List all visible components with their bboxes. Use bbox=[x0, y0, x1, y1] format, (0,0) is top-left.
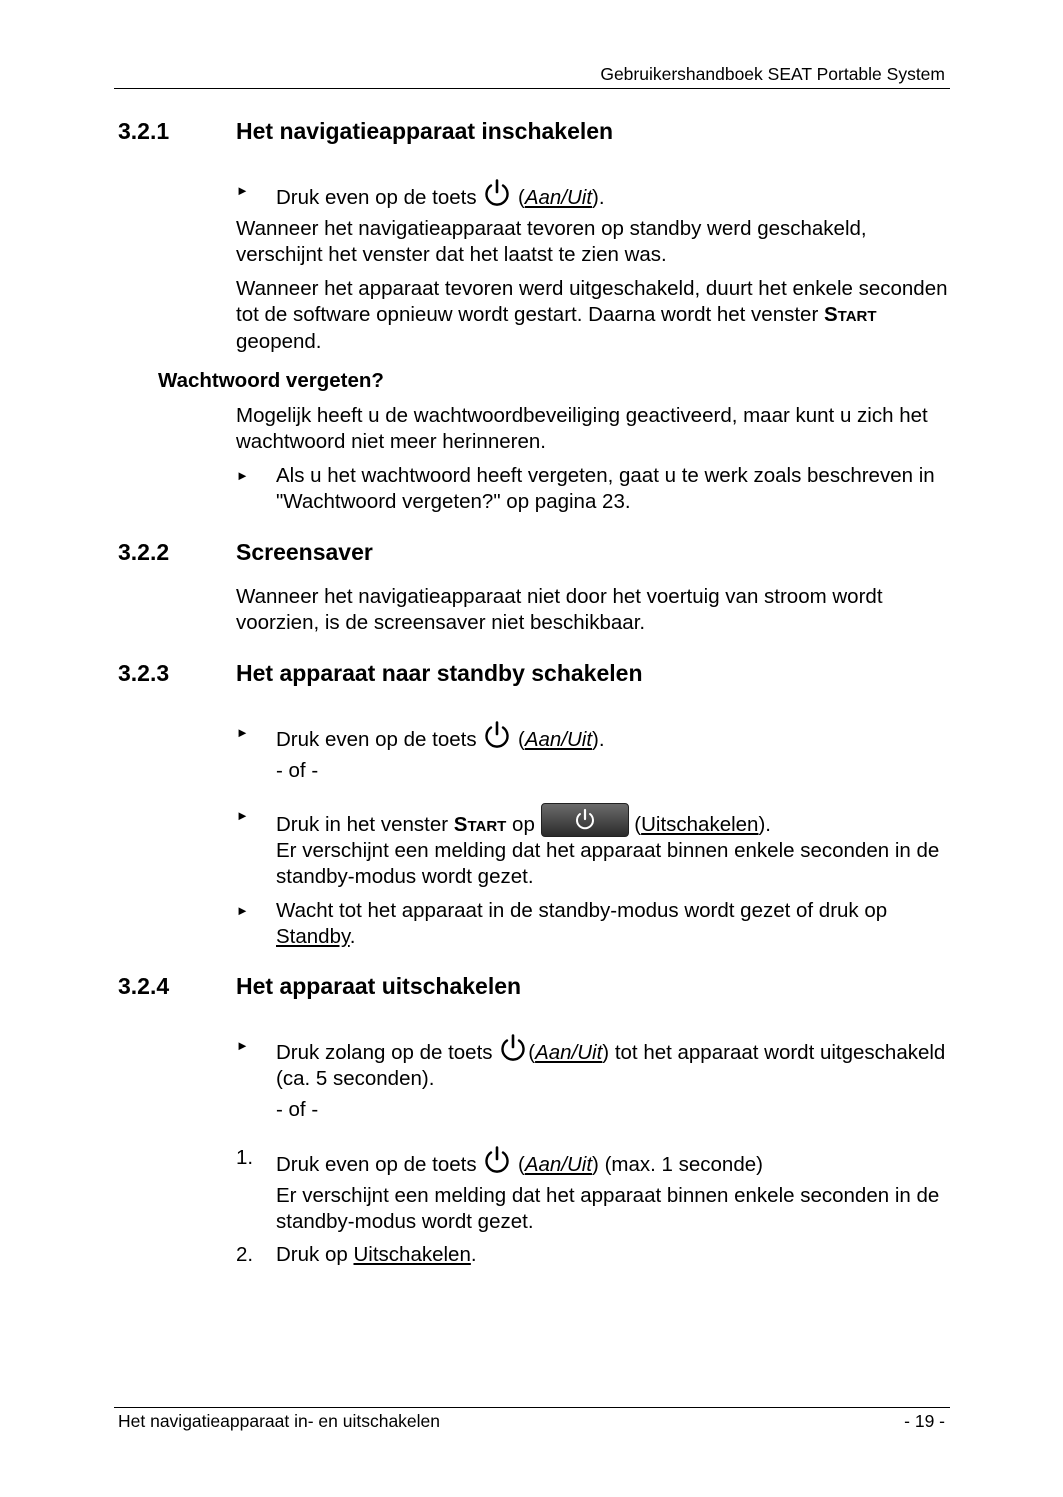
footer-chapter: Het navigatieapparaat in- en uitschakelen bbox=[118, 1411, 441, 1431]
bullet-arrow-icon: ► bbox=[236, 183, 249, 198]
aan-uit-link[interactable]: Aan/Uit bbox=[524, 186, 593, 209]
shutdown-button-image bbox=[541, 803, 629, 837]
numbered-item: 1. Druk even op de toets (Aan/Uit) (max. 1 seconde) bbox=[236, 1146, 763, 1176]
item-number: 1. bbox=[236, 1146, 254, 1169]
paragraph: Wanneer het apparaat tevoren werd uitgeschakeld, duurt het enkele seconden tot de software opnieuw wordt gestart. Daarna wordt het venster START geopend. bbox=[236, 277, 948, 353]
bullet-arrow-icon: ► bbox=[236, 468, 249, 483]
bullet-item: ► Druk even op de toets (Aan/Uit). bbox=[236, 178, 948, 211]
power-icon bbox=[482, 178, 512, 208]
bullet-item: ► Druk zolang op de toets (Aan/Uit) tot het apparaat wordt uitgeschakeld (ca. 5 seconden). bbox=[236, 1033, 948, 1091]
item-number: 2. bbox=[236, 1243, 254, 1266]
power-icon bbox=[482, 720, 512, 750]
paragraph: Wanneer het navigatieapparaat niet door het voertuig van stroom wordt voorzien, is de screensaver niet beschikbaar. bbox=[236, 585, 883, 634]
section-number: 3.2.1 bbox=[118, 118, 170, 144]
or-separator: - of - bbox=[276, 759, 319, 782]
header-title: Gebruikershandboek SEAT Portable System bbox=[600, 64, 945, 84]
numbered-item: 2. Druk op Uitschakelen. bbox=[236, 1243, 477, 1266]
bullet-arrow-icon: ► bbox=[236, 1038, 249, 1053]
bullet-arrow-icon: ► bbox=[236, 808, 249, 823]
paragraph: Mogelijk heeft u de wachtwoordbeveiliging geactiveerd, maar kunt u zich het wachtwoord niet meer herinneren. bbox=[236, 404, 928, 453]
header-rule bbox=[114, 88, 950, 89]
aan-uit-link[interactable]: Aan/Uit bbox=[524, 1153, 593, 1176]
power-icon bbox=[498, 1033, 528, 1063]
footer-rule bbox=[114, 1407, 950, 1408]
aan-uit-link[interactable]: Aan/Uit bbox=[535, 1041, 603, 1064]
subheading-wachtwoord: Wachtwoord vergeten? bbox=[158, 369, 384, 392]
paragraph: Er verschijnt een melding dat het apparaat binnen enkele seconden in de standby-modus wordt gezet. bbox=[276, 1184, 940, 1233]
uitschakelen-link[interactable]: Uitschakelen bbox=[641, 813, 759, 836]
section-title: Het navigatieapparaat inschakelen bbox=[236, 118, 614, 144]
or-separator: - of - bbox=[276, 1098, 319, 1121]
bullet-item: ► Druk even op de toets (Aan/Uit). bbox=[236, 720, 948, 753]
aan-uit-link[interactable]: Aan/Uit bbox=[524, 728, 593, 751]
bullet-item: ► Druk in het venster START op (Uitschakelen). bbox=[236, 803, 948, 840]
paragraph: Wanneer het navigatieapparaat tevoren op standby werd geschakeld, verschijnt het venster dat het laatst te zien was. bbox=[236, 217, 867, 266]
bullet-arrow-icon: ► bbox=[236, 725, 249, 740]
power-icon bbox=[482, 1145, 512, 1175]
bullet-arrow-icon: ► bbox=[236, 903, 249, 918]
bullet-item: ► Wacht tot het apparaat in de standby-modus wordt gezet of druk op Standby. bbox=[236, 899, 888, 948]
bullet-item: ► Als u het wachtwoord heeft vergeten, gaat u te werk zoals beschreven in "Wachtwoord vergeten?" op pagina 23. bbox=[236, 464, 935, 513]
page-number: - 19 - bbox=[904, 1411, 945, 1431]
standby-link[interactable]: Standby bbox=[276, 924, 350, 948]
uitschakelen-link[interactable]: Uitschakelen bbox=[353, 1243, 471, 1266]
paragraph: Er verschijnt een melding dat het apparaat binnen enkele seconden in de standby-modus wordt gezet. bbox=[276, 839, 940, 888]
